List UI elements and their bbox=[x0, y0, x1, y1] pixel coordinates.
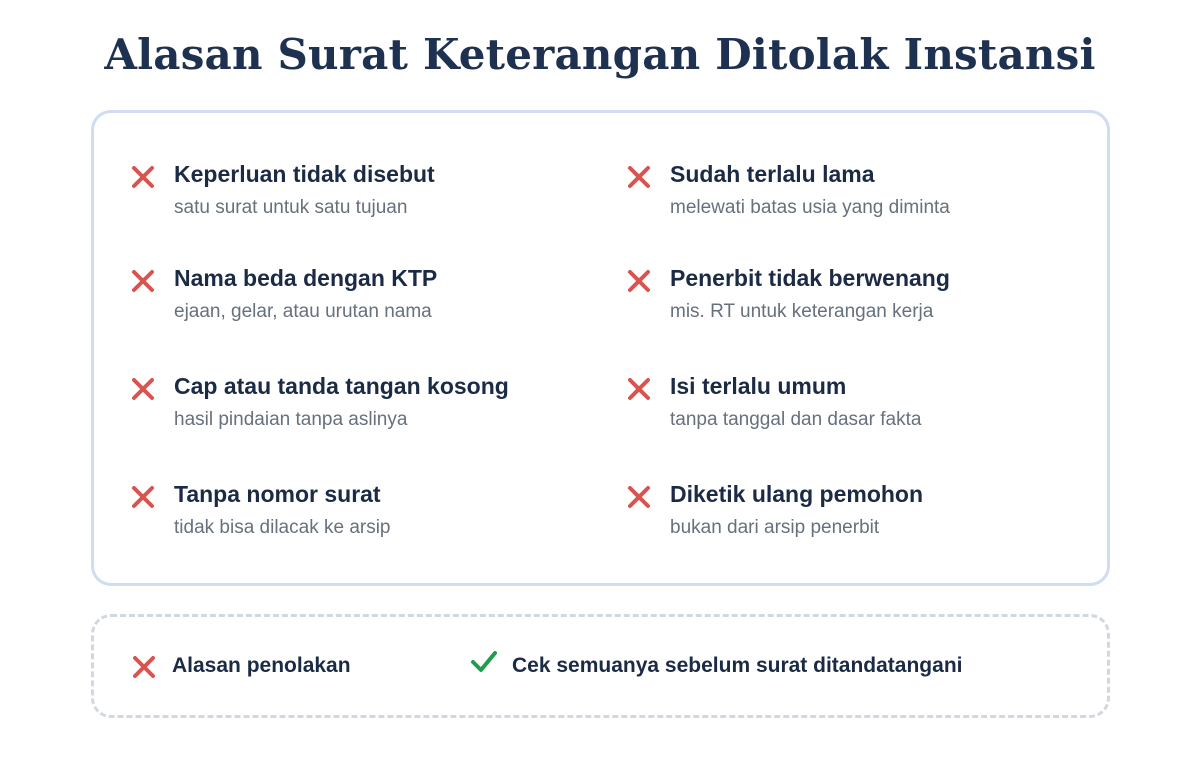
page-title: Alasan Surat Keterangan Ditolak Instansi bbox=[104, 30, 1096, 79]
reason-subtitle: melewati batas usia yang diminta bbox=[670, 197, 950, 218]
reason-subtitle: hasil pindaian tanpa aslinya bbox=[174, 409, 408, 430]
reasons-card bbox=[91, 110, 1110, 586]
reason-subtitle: bukan dari arsip penerbit bbox=[670, 517, 880, 538]
reason-subtitle: mis. RT untuk keterangan kerja bbox=[670, 301, 934, 322]
cross-icon bbox=[130, 484, 156, 510]
cross-icon bbox=[130, 376, 156, 402]
reason-title: Penerbit tidak berwenang bbox=[670, 265, 950, 291]
cross-icon bbox=[626, 376, 652, 402]
cross-icon bbox=[626, 268, 652, 294]
reason-subtitle: tanpa tanggal dan dasar fakta bbox=[670, 409, 922, 430]
legend-box bbox=[91, 614, 1110, 718]
check-icon bbox=[470, 649, 498, 675]
reason-title: Nama beda dengan KTP bbox=[174, 265, 438, 291]
reason-title: Keperluan tidak disebut bbox=[174, 161, 435, 187]
reason-subtitle: tidak bisa dilacak ke arsip bbox=[174, 517, 391, 538]
reason-title: Isi terlalu umum bbox=[670, 373, 847, 399]
reason-title: Diketik ulang pemohon bbox=[670, 481, 924, 507]
legend-reject-label: Alasan penolakan bbox=[172, 654, 351, 677]
reason-subtitle: satu surat untuk satu tujuan bbox=[174, 197, 408, 218]
reason-title: Tanpa nomor surat bbox=[174, 481, 381, 507]
cross-icon bbox=[626, 164, 652, 190]
cross-icon bbox=[131, 654, 157, 680]
reason-title: Cap atau tanda tangan kosong bbox=[174, 373, 509, 399]
cross-icon bbox=[130, 164, 156, 190]
legend-check-label: Cek semuanya sebelum surat ditandatangani bbox=[512, 654, 963, 677]
cross-icon bbox=[626, 484, 652, 510]
cross-icon bbox=[130, 268, 156, 294]
reason-subtitle: ejaan, gelar, atau urutan nama bbox=[174, 301, 432, 322]
reason-title: Sudah terlalu lama bbox=[670, 161, 875, 187]
